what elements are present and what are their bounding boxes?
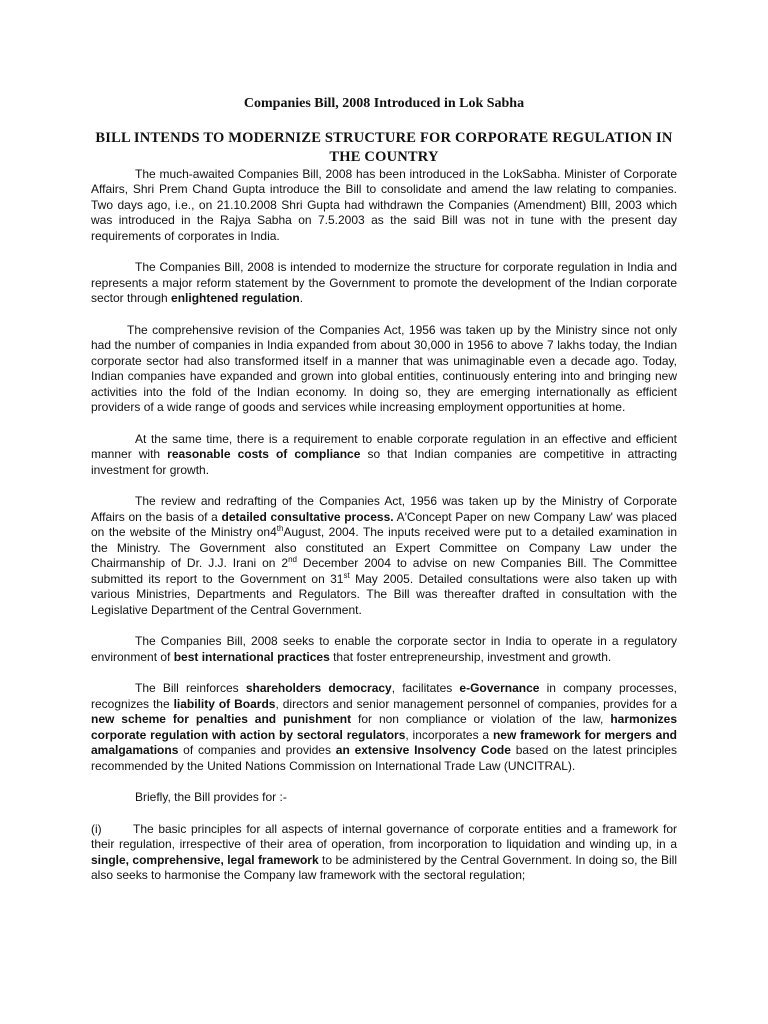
paragraph-5 — [91, 494, 677, 618]
superscript-st: st — [343, 570, 350, 580]
briefly-line: Briefly, the Bill provides for :- — [135, 790, 287, 804]
paragraph-7-text-8: based on the latest principles recommended by the United Nations Commission on International Trade Law (UNCITRAL). — [91, 743, 677, 773]
paragraph-7-bold-7: an extensive Insolvency Code — [335, 743, 511, 757]
list-item-1-number: (i) — [91, 821, 102, 836]
paragraph-5-text-3: August, 2004. The inputs received were put to a detailed examination in the Ministry. The Government also constituted an Expert Committee on Company Law under the Chairmanship of Dr. J.J. Irani on 2 — [91, 525, 677, 570]
paragraph-7-bold-3: liability of Boards — [173, 696, 276, 711]
paragraph-7-bold-4: new scheme for penalties and punishment — [91, 712, 352, 726]
document-title: Companies Bill, 2008 Introduced in Lok Sabha — [243, 96, 525, 111]
paragraph-7-text-1: The Bill reinforces — [135, 681, 246, 695]
paragraph-5-text-1: The review and redrafting of the Companies Act, 1956 was taken up by the Ministry of Corporate Affairs on the basis of a — [91, 494, 677, 524]
paragraph-7 — [91, 681, 677, 774]
paragraph-2-end: . — [299, 291, 304, 305]
paragraph-4-bold: reasonable costs of compliance — [167, 447, 361, 461]
document-heading: BILL INTENDS TO MODERNIZE STRUCTURE FOR CORPORATE REGULATION IN THE COUNTRY — [95, 129, 673, 165]
list-item-1-text-1: The basic principles for all aspects of internal governance of corporate entities and a framework for their regulation, irrespective of their area of operation, from incorporation to liquidation and winding up, in a — [91, 821, 677, 851]
list-item-1-bold: single, comprehensive, legal framework — [91, 852, 319, 867]
paragraph-7-text-6: , incorporates a — [405, 727, 493, 742]
paragraph-7-bold-5: harmonizes corporate regulation with action by sectoral regulators — [91, 712, 677, 742]
paragraph-1 — [91, 167, 677, 245]
paragraph-6-end: that foster entrepreneurship, investment and growth. — [329, 649, 612, 664]
paragraph-5-text-5: May 2005. Detailed consultations were also taken up with various Ministries, Departments and Regulators. The Bill was thereafter drafted in consultation with the Legislative Department of the Central Government. — [91, 571, 678, 617]
paragraph-7-text-5: for non compliance or violation of the law, — [351, 712, 611, 726]
paragraph-6-text: The Companies Bill, 2008 seeks to enable the corporate sector in India to operate in a regulatory environment of — [91, 634, 677, 664]
list-item-1 — [91, 822, 677, 884]
paragraph-7-bold-1: shareholders democracy — [245, 681, 392, 695]
paragraph-7-text-2: , facilitates — [391, 681, 460, 695]
paragraph-7-text-3: in company processes, recognizes the — [91, 681, 677, 711]
paragraph-5-text-2: A'Concept Paper on new Company Law' was placed on the website of the Ministry on4 — [91, 509, 677, 539]
list-item-1-text-2: to be administered by the Central Government. In doing so, the Bill also seeks to harmonise the Company law framework with the sectoral regulation; — [91, 852, 678, 882]
paragraph-7-text-4: , directors and senior management personnel of companies, provides for a — [275, 696, 677, 711]
superscript-th: th — [276, 524, 284, 533]
paragraph-4 — [91, 432, 677, 479]
paragraph-4-end: so that Indian companies are competitive in attracting investment for growth. — [91, 447, 678, 477]
paragraph-2-text: The Companies Bill, 2008 is intended to modernize the structure for corporate regulation in India and represents a major reform statement by the Government to promote the development of the Indian corporate sector through — [91, 260, 677, 305]
paragraph-4-text: At the same time, there is a requirement to enable corporate regulation in an effective and efficient manner with — [91, 431, 677, 461]
paragraph-2-bold: enlightened regulation — [171, 291, 300, 305]
paragraph-7-bold-2: e-Governance — [459, 681, 540, 695]
paragraph-3 — [91, 323, 677, 416]
paragraph-3-text: The comprehensive revision of the Companies Act, 1956 was taken up by the Ministry since not only had the number of companies in India expanded from about 30,000 in 1956 to above 7 lakhs today, the Indian corporate sector had also transformed itself in a manner that was unimaginable even a decade ago. Today, Indian companies have expanded and grown into global entities, continuously entering into and bringing new activities into the fold of the Indian economy. In doing so, they are emerging internationally as efficient providers of a wide range of goods and services while increasing employment opportunities at home. — [91, 322, 677, 414]
paragraph-6 — [91, 634, 677, 665]
paragraph-6-bold: best international practices — [173, 649, 330, 664]
paragraph-5-text-4: December 2004 to advise on new Companies Bill. The Committee submitted its report to the Government on 31 — [91, 556, 677, 586]
paragraph-7-bold-6: new framework for mergers and amalgamations — [91, 727, 677, 757]
paragraph-7-text-7: of companies and provides — [178, 743, 336, 757]
paragraph-1-text: The much-awaited Companies Bill, 2008 has been introduced in the LokSabha. Minister of Corporate Affairs, Shri Prem Chand Gupta introduce the Bill to consolidate and amend the law relating to companies. Two days ago, i.e., on 21.10.2008 Shri Gupta had withdrawn the Companies (Amendment) BIll, 2003 which was introduced in the Rajya Sabha on 7.5.2003 as the said Bill was not in tune with the present day requirements of corporates in India. — [91, 166, 677, 243]
paragraph-2 — [91, 260, 677, 307]
paragraph-5-bold: detailed consultative process. — [221, 509, 394, 524]
superscript-nd: nd — [288, 555, 297, 564]
